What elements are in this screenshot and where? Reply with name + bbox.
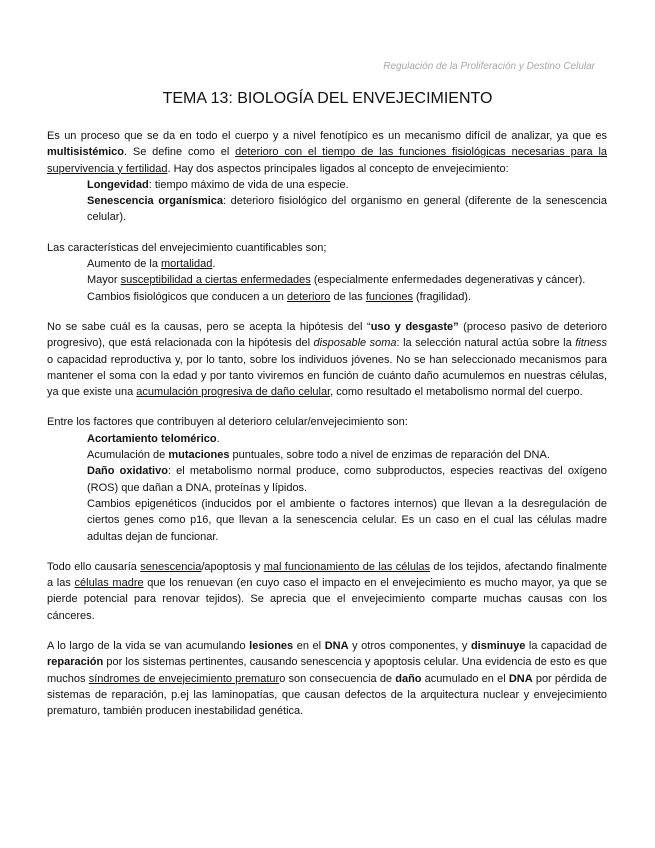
list-item: Cambios fisiológicos que conducen a un deterioro de las funciones (fragilidad).: [87, 290, 472, 303]
list-item: Senescencia organísmica: deterioro fisiológico del organismo en general (diferente de la senescencia celular).: [87, 195, 607, 224]
dna-paragraph: A lo largo de la vida se van acumulando lesiones en el DNA y otros componentes, y disminuye la capacidad de reparación por los sistemas pertinentes, causando senescencia y apoptosis celular. Una evidencia de esto es que muchos síndromes de envejecimiento prematuro son consecuencia de daño acumulado en el DNA por pérdida de sistemas de reparación, p.ej las laminopatías, que causan defectos de la arquitectura nuclear y envejecimiento prematuro, también producen inestabilidad genética.: [47, 640, 607, 718]
running-header: Regulación de la Proliferación y Destino Celular: [383, 61, 595, 72]
list-item: Daño oxidativo: el metabolismo normal produce, como subproductos, especies reactivas del oxígeno (ROS) que dañan a DNA, proteínas y lípidos.: [87, 465, 607, 494]
list-item: Cambios epigenéticos (inducidos por el ambiente o factores internos) que llevan a la desregulación de ciertos genes como p16, que llevan a la senescencia celular. Es un caso en el cual las células madre adultas dejan de funcionar.: [87, 497, 607, 543]
causes-paragraph: No se sabe cuál es la causas, pero se acepta la hipótesis del “uso y desgaste” (proceso pasivo de deterioro progresivo), que está relacionada con la hipótesis del disposable soma: la selección natural actúa sobre la fitness o capacidad reproductiva y, por lo tanto, sobre los individuos jóvenes. No se han seleccionado mecanismos para mantener el soma con la edad y por tanto viviremos en función de cuánto daño acumulemos en nuestras células, ya que existe una acumulación progresiva de daño celular, como resultado el metabolismo normal del cuerpo.: [47, 320, 608, 399]
consequence-paragraph: Todo ello causaría senescencia/apoptosis y mal funcionamiento de las células de los tejidos, afectando finalmente a las células madre que los renuevan (en cuyo caso el impacto en el envejecimiento es mucho mayor, ya que se pierde potencial para renovar tejidos). Se aprecia que el envejecimiento comparte muchas causas con los cánceres.: [47, 560, 608, 622]
list-item: Aumento de la mortalidad.: [87, 258, 216, 271]
factors-lead: Entre los factores que contribuyen al deterioro celular/envejecimiento son:: [47, 416, 408, 429]
list-item: Acumulación de mutaciones puntuales, sobre todo a nivel de enzimas de reparación del DNA.: [87, 449, 550, 462]
intro-paragraph: Es un proceso que se da en todo el cuerpo y a nivel fenotípico es un mecanismo difícil de analizar, ya que es multisistémico. Se define como el deterioro con el tiempo de las funciones fisiológicas necesarias para la supervivencia y fertilidad. Hay dos aspectos principales ligados al concepto de envejecimiento:: [47, 130, 607, 175]
quantifiable-lead: Las características del envejecimiento cuantificables son;: [47, 241, 327, 254]
list-item: Acortamiento telomérico.: [87, 432, 220, 445]
list-item: Longevidad: tiempo máximo de vida de una especie.: [87, 178, 349, 191]
document-body: [47, 128, 607, 734]
page-title: TEMA 13: BIOLOGÍA DEL ENVEJECIMIENTO: [162, 90, 493, 107]
list-item: Mayor susceptibilidad a ciertas enfermedades (especialmente enfermedades degenerativas y cáncer).: [87, 274, 586, 287]
